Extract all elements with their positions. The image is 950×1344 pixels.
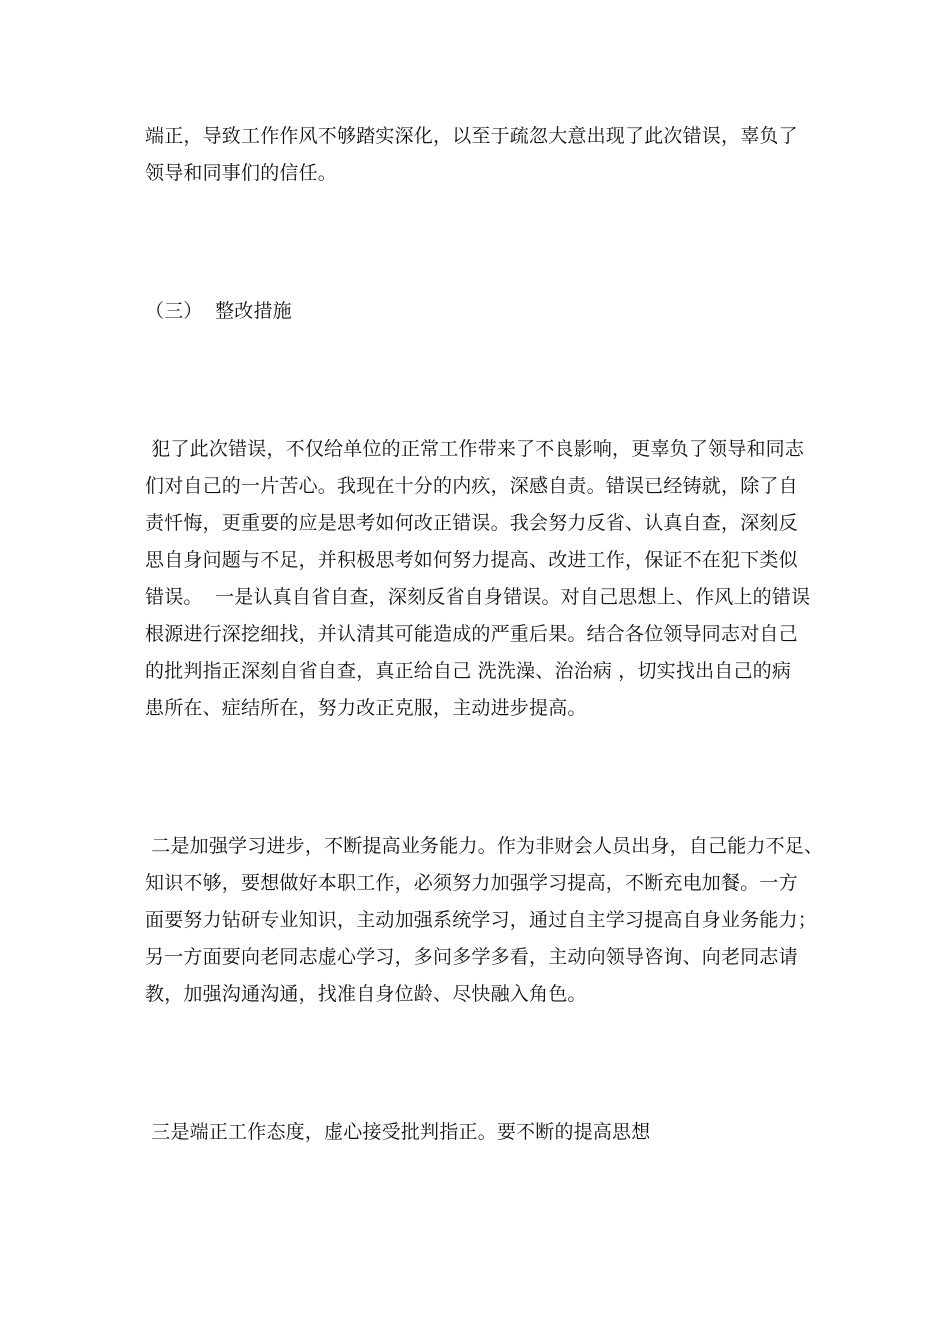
text-line: 教，加强沟通沟通，找准自身位龄、尽快融入角色。 [145,983,587,1005]
section-heading: （三） 整改措施 [145,300,292,322]
text-line: 错误。 一是认真自省自查，深刻反省自身错误。对自己思想上、作风上的错误 [145,586,811,608]
text-line: 另一方面要向老同志虚心学习，多问多学多看，主动向领导咨询、向老同志请 [145,946,798,968]
text-line: 领导和同事们的信任。 [145,162,338,184]
text-line: 端正，导致工作作风不够踏实深化，以至于疏忽大意出现了此次错误，辜负了 [145,125,798,147]
text-line: 面要努力钻研专业知识，主动加强系统学习，通过自主学习提高自身业务能力； [145,909,818,931]
text-line: 知识不够，要想做好本职工作，必须努力加强学习提高，不断充电加餐。一方 [145,872,798,894]
text-line: 们对自己的一片苦心。我现在十分的内疚，深感自责。错误已经铸就，除了自 [145,475,798,497]
text-line: 犯了此次错误，不仅给单位的正常工作带来了不良影响，更辜负了领导和同志 [145,438,805,460]
text-line: 的批判指正深刻自省自查，真正给自己 洗洗澡、治治病 ，切实找出自己的病 [145,660,792,682]
text-line: 二是加强学习进步，不断提高业务能力。作为非财会人员出身，自己能力不足、 [145,835,824,857]
text-line: 三是端正工作态度，虚心接受批判指正。要不断的提高思想 [145,1121,651,1143]
text-line: 患所在、症结所在，努力改正克服，主动进步提高。 [145,697,587,719]
text-line: 责忏悔，更重要的应是思考如何改正错误。我会努力反省、认真自查，深刻反 [145,512,798,534]
text-line: 根源进行深挖细找，并认清其可能造成的严重后果。结合各位领导同志对自己 [145,623,798,645]
text-line: 思自身问题与不足，并积极思考如何努力提高、改进工作，保证不在犯下类似 [145,549,798,571]
